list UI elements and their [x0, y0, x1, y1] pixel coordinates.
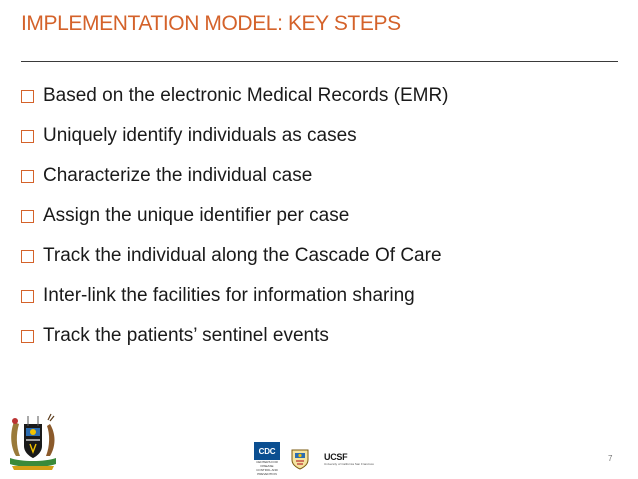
bullet-text: Assign the unique identifier per case	[43, 205, 350, 226]
checkbox-bullet-icon	[21, 210, 34, 223]
cdc-logo	[254, 442, 280, 476]
makerere-university-crest-icon	[288, 447, 312, 471]
bullet-text: Based on the electronic Medical Records (EMR)	[43, 85, 449, 106]
bullet-text: Track the patients’ sentinel events	[43, 325, 329, 346]
title-divider	[21, 61, 618, 62]
bullet-item	[21, 236, 449, 276]
bullet-text: Uniquely identify individuals as cases	[43, 125, 357, 146]
bullet-item	[21, 156, 449, 196]
footer-logos	[254, 446, 375, 476]
bullet-item	[21, 116, 449, 156]
checkbox-bullet-icon	[21, 250, 34, 263]
bullet-item	[21, 196, 449, 236]
checkbox-bullet-icon	[21, 330, 34, 343]
page-number: 7	[608, 454, 613, 463]
checkbox-bullet-icon	[21, 90, 34, 103]
uganda-coat-of-arms-icon	[4, 412, 62, 472]
bullet-list	[21, 76, 449, 356]
checkbox-bullet-icon	[21, 170, 34, 183]
bullet-text: Characterize the individual case	[43, 165, 313, 186]
ucsf-logo-subtext: University of California San Francisco	[324, 461, 375, 466]
bullet-text: Inter-link the facilities for information sharing	[43, 285, 415, 306]
ucsf-logo-mark: UCSF	[324, 451, 348, 462]
cdc-logo-mark: CDC	[254, 442, 280, 460]
slide-title: IMPLEMENTATION MODEL: KEY STEPS	[21, 12, 401, 35]
bullet-item	[21, 276, 449, 316]
bullet-item	[21, 76, 449, 116]
bullet-text: Track the individual along the Cascade Of Care	[43, 245, 442, 266]
bullet-item	[21, 316, 449, 356]
cdc-logo-subtext: CENTERS FOR DISEASE CONTROL AND PREVENTION	[256, 460, 278, 476]
ucsf-logo	[324, 453, 374, 466]
checkbox-bullet-icon	[21, 130, 34, 143]
checkbox-bullet-icon	[21, 290, 34, 303]
